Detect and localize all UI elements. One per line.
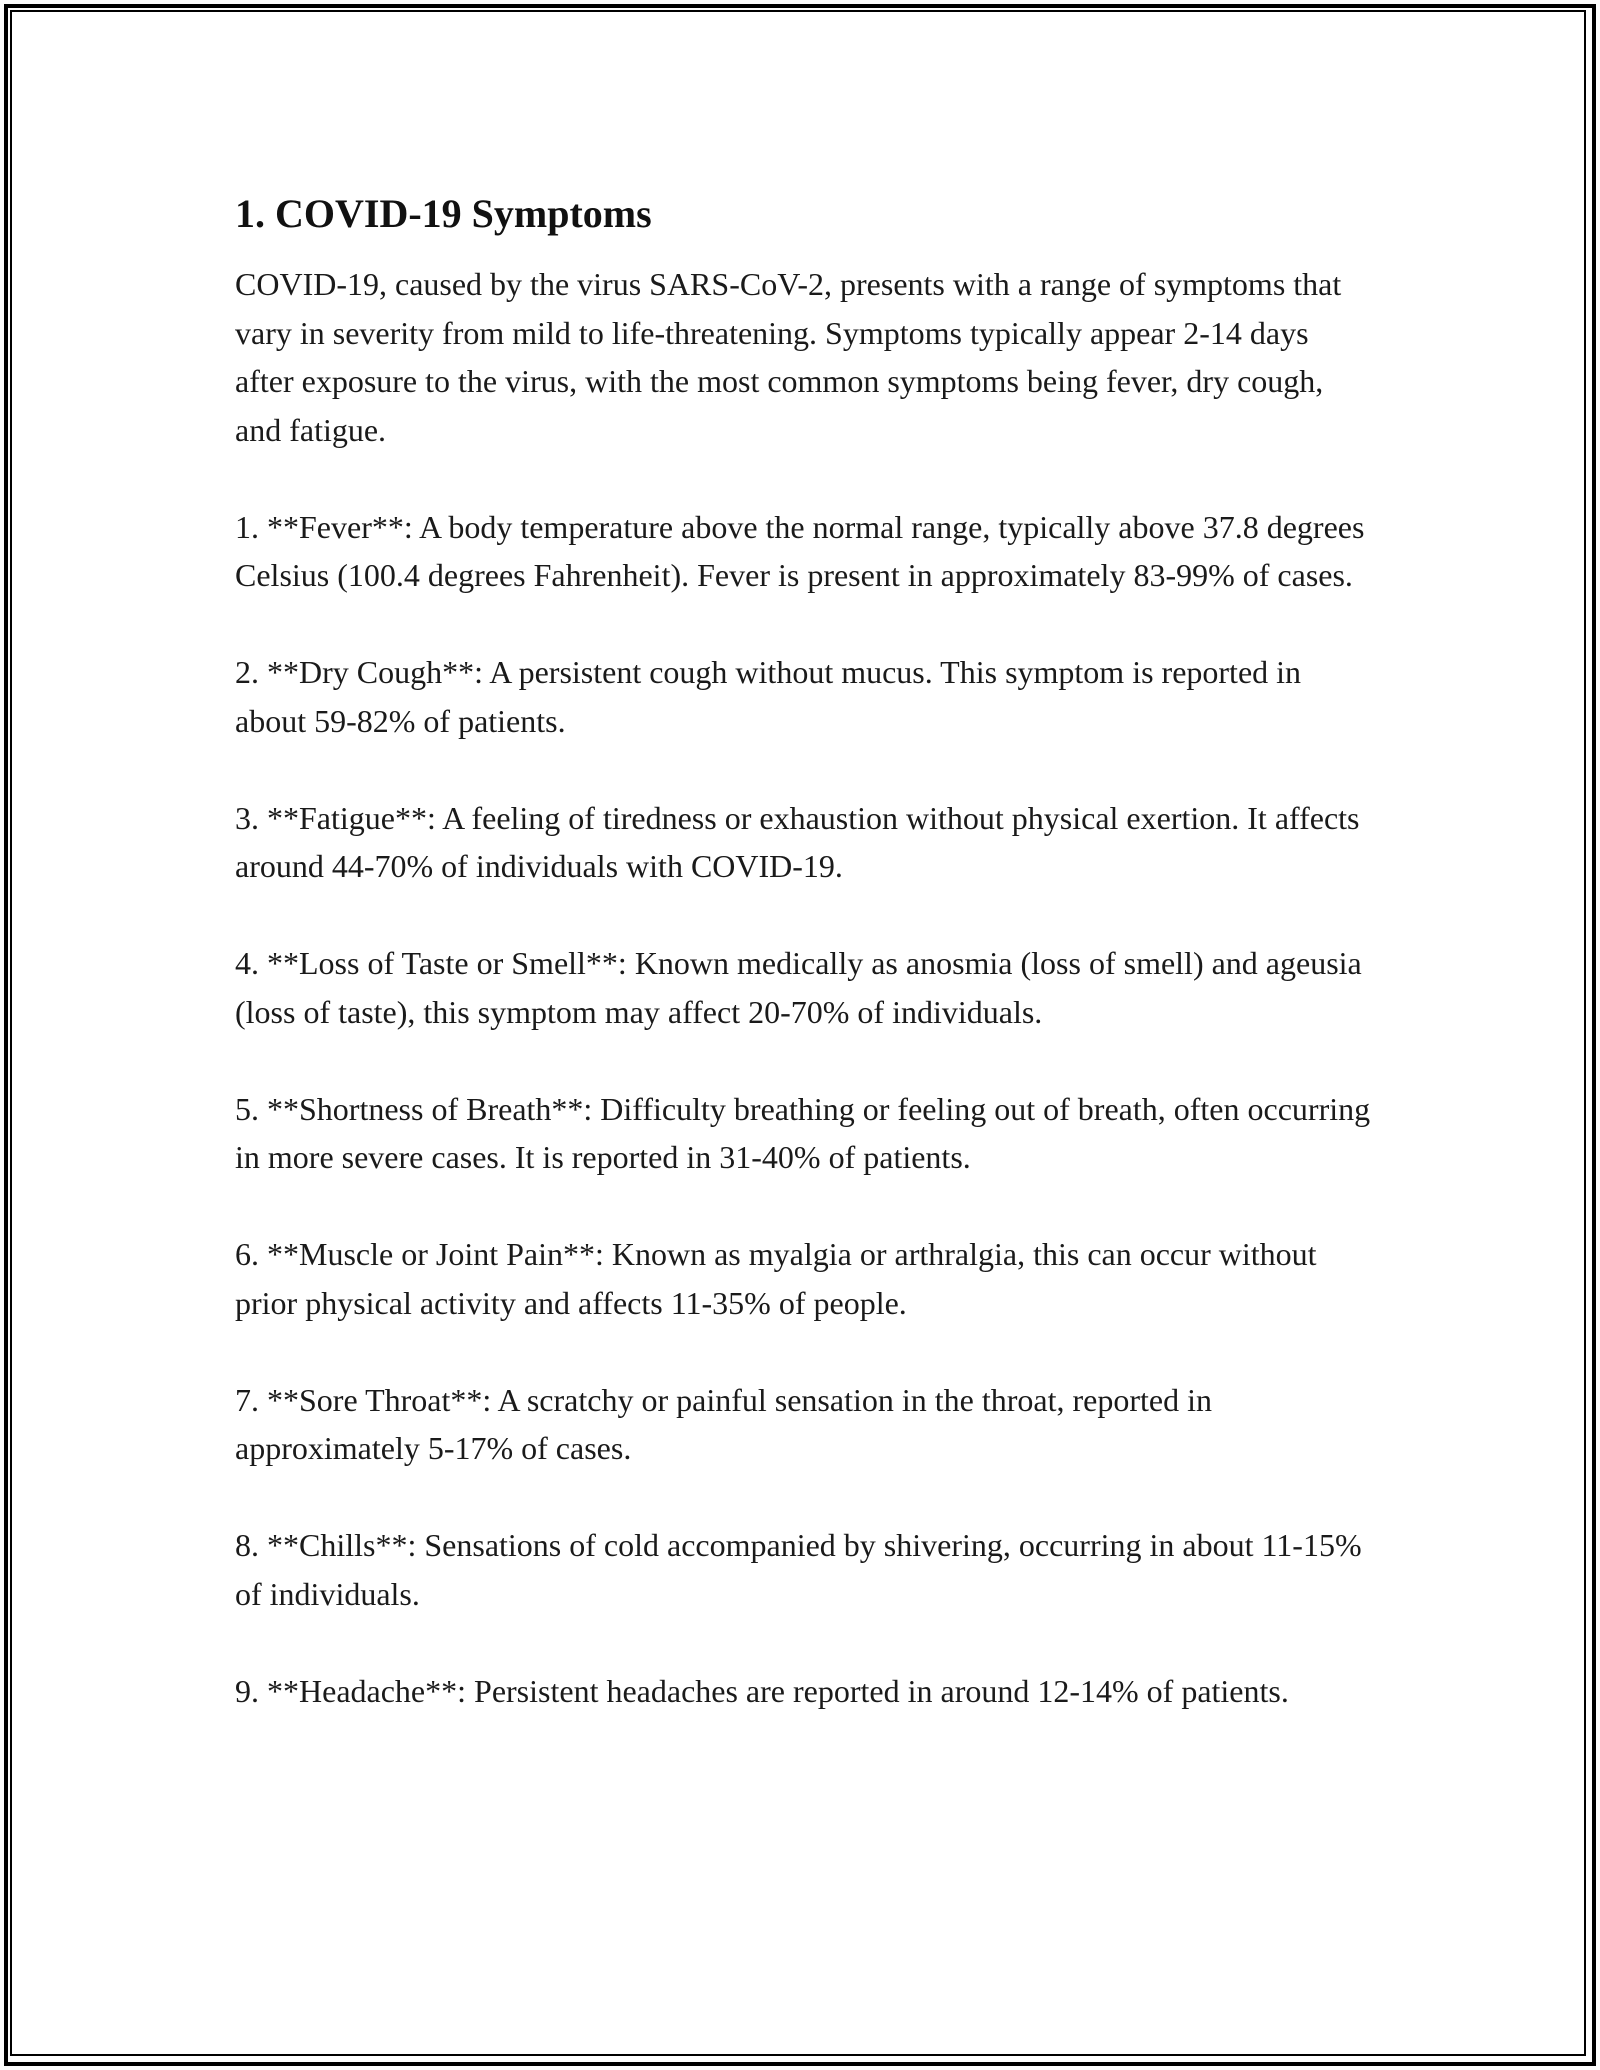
symptom-item-fever: 1. **Fever**: A body temperature above the normal range, typically above 37.8 degrees Celsius (100.4 degrees Fahrenheit). Fever is present in approximately 83-99% of cases.: [235, 508, 1365, 593]
symptom-item-headache: 9. **Headache**: Persistent headaches are reported in around 12-14% of patients.: [235, 1672, 1289, 1709]
symptom-item-muscle-or-joint-pain: 6. **Muscle or Joint Pain**: Known as myalgia or arthralgia, this can occur without prior physical activity and affects 11-35% of people.: [235, 1236, 1317, 1321]
symptom-item-sore-throat: 7. **Sore Throat**: A scratchy or painful sensation in the throat, reported in approximately 5-17% of cases.: [235, 1381, 1212, 1466]
symptom-item-chills: 8. **Chills**: Sensations of cold accompanied by shivering, occurring in about 11-15% of individuals.: [235, 1527, 1362, 1612]
symptom-item-dry-cough: 2. **Dry Cough**: A persistent cough without mucus. This symptom is reported in about 59-82% of patients.: [235, 654, 1302, 739]
symptom-item-shortness-of-breath: 5. **Shortness of Breath**: Difficulty breathing or feeling out of breath, often occurring in more severe cases. It is reported in 31-40% of patients.: [235, 1090, 1371, 1175]
document-title: 1. COVID-19 Symptoms: [235, 191, 652, 236]
intro-paragraph: COVID-19, caused by the virus SARS-CoV-2, presents with a range of symptoms that vary in severity from mild to life-threatening. Symptoms typically appear 2-14 days after exposure to the virus, with the most common symptoms being fever, dry cough, and fatigue.: [235, 266, 1342, 448]
document-body: [235, 188, 1375, 1715]
symptom-item-fatigue: 3. **Fatigue**: A feeling of tiredness or exhaustion without physical exertion. It affects around 44-70% of individuals with COVID-19.: [235, 799, 1360, 884]
symptom-item-loss-of-taste-or-smell: 4. **Loss of Taste or Smell**: Known medically as anosmia (loss of smell) and ageusia (loss of taste), this symptom may affect 20-70% of individuals.: [235, 945, 1362, 1030]
